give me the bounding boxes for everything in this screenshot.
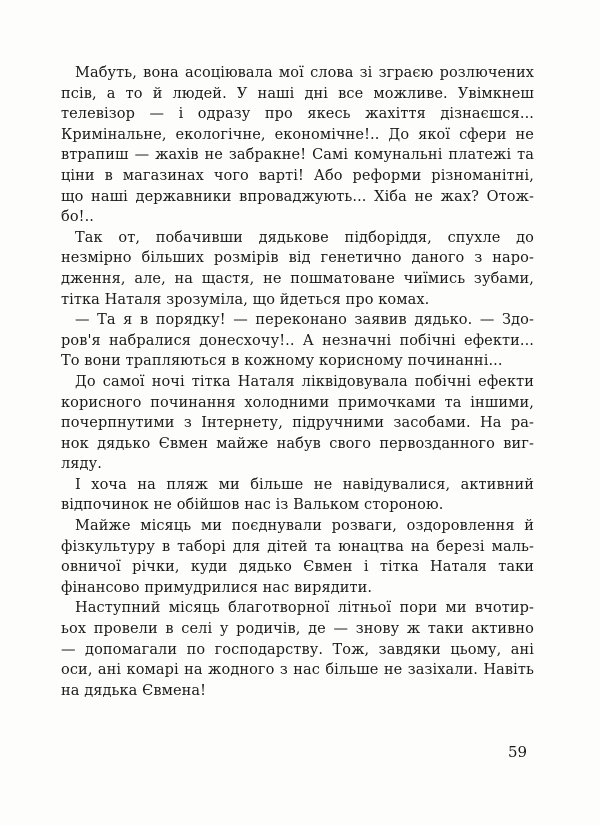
paragraph: [61, 228, 534, 310]
text-line: фінансово примудрилися нас вирядити.: [61, 579, 373, 596]
text-line: — допомагали по господарству. Тож, завдяки цьому, ані: [61, 641, 534, 658]
text-line: тітка Наталя зрозуміла, що йдеться про комах.: [61, 291, 430, 308]
text-line: корисного починання холодними примочками та іншими,: [61, 394, 534, 411]
text-line: ціни в магазинах чого варті! Або реформи різноманітні,: [61, 167, 534, 184]
paragraph: [61, 63, 534, 228]
text-line: ляду.: [61, 456, 102, 473]
text-line: — Та я в порядку! — переконано заявив дядько. — Здо-: [75, 312, 534, 329]
text-line: незмірно більших розмірів від генетично даного з наро-: [61, 250, 534, 267]
text-line: бо!..: [61, 209, 95, 226]
text-line: овничої річки, куди дядько Євмен і тітка Наталя таки: [61, 559, 534, 576]
text-line: оси, ані комарі на жодного з нас більше не зазіхали. Навіть: [61, 662, 534, 679]
text-line: псів, а то й людей. У наші дні все можливе. Увімкнеш: [61, 85, 534, 102]
text-line: ьох провели в селі у родичів, де — знову ж таки активно: [61, 621, 534, 638]
text-line: І хоча на пляж ми більше не навідувалися, активний: [75, 476, 534, 493]
paragraph: [61, 310, 534, 372]
text-line: Майже місяць ми поєднували розваги, оздоровлення й: [75, 518, 534, 535]
text-line: То вони трапляються в кожному корисному починанні...: [61, 353, 503, 370]
body-text: [61, 63, 534, 701]
paragraph: [61, 372, 534, 475]
text-line: втрапиш — жахів не забракне! Самі комунальні платежі та: [61, 147, 534, 164]
text-line: До самої ночі тітка Наталя ліквідовувала побічні ефекти: [75, 373, 534, 390]
text-line: Мабуть, вона асоціювала мої слова зі зграєю розлючених: [75, 65, 534, 81]
page-number: 59: [508, 743, 528, 761]
paragraph: [61, 516, 534, 598]
text-line: ров'я набралися донесхочу!.. А незначні побічні ефекти...: [61, 332, 534, 349]
text-line: дження, але, на щастя, не пошматоване чиїмись зубами,: [61, 270, 534, 287]
text-line: відпочинок не обійшов нас із Вальком стороною.: [61, 497, 444, 514]
text-line: Так от, побачивши дядькове підборіддя, спухле до: [75, 229, 534, 246]
paragraph: [61, 475, 534, 516]
text-line: почерпнутими з Інтернету, підручними засобами. На ра-: [61, 415, 534, 432]
text-line: на дядька Євмена!: [61, 682, 207, 699]
paragraph: [61, 598, 534, 701]
text-line: нок дядько Євмен майже набув свого первозданного виг-: [61, 435, 534, 452]
text-line: Наступний місяць благотворної літньої пори ми вчотир-: [75, 600, 534, 617]
text-line: Кримінальне, екологічне, економічне!.. До якої сфери не: [61, 126, 534, 143]
text-line: що наші державники впроваджують... Хіба не жах? Отож-: [61, 188, 534, 205]
text-line: телевізор — і одразу про якесь жахіття дізнаєшся...: [61, 106, 534, 123]
text-line: фізкультуру в таборі для дітей та юнацтва на березі маль-: [61, 538, 534, 555]
